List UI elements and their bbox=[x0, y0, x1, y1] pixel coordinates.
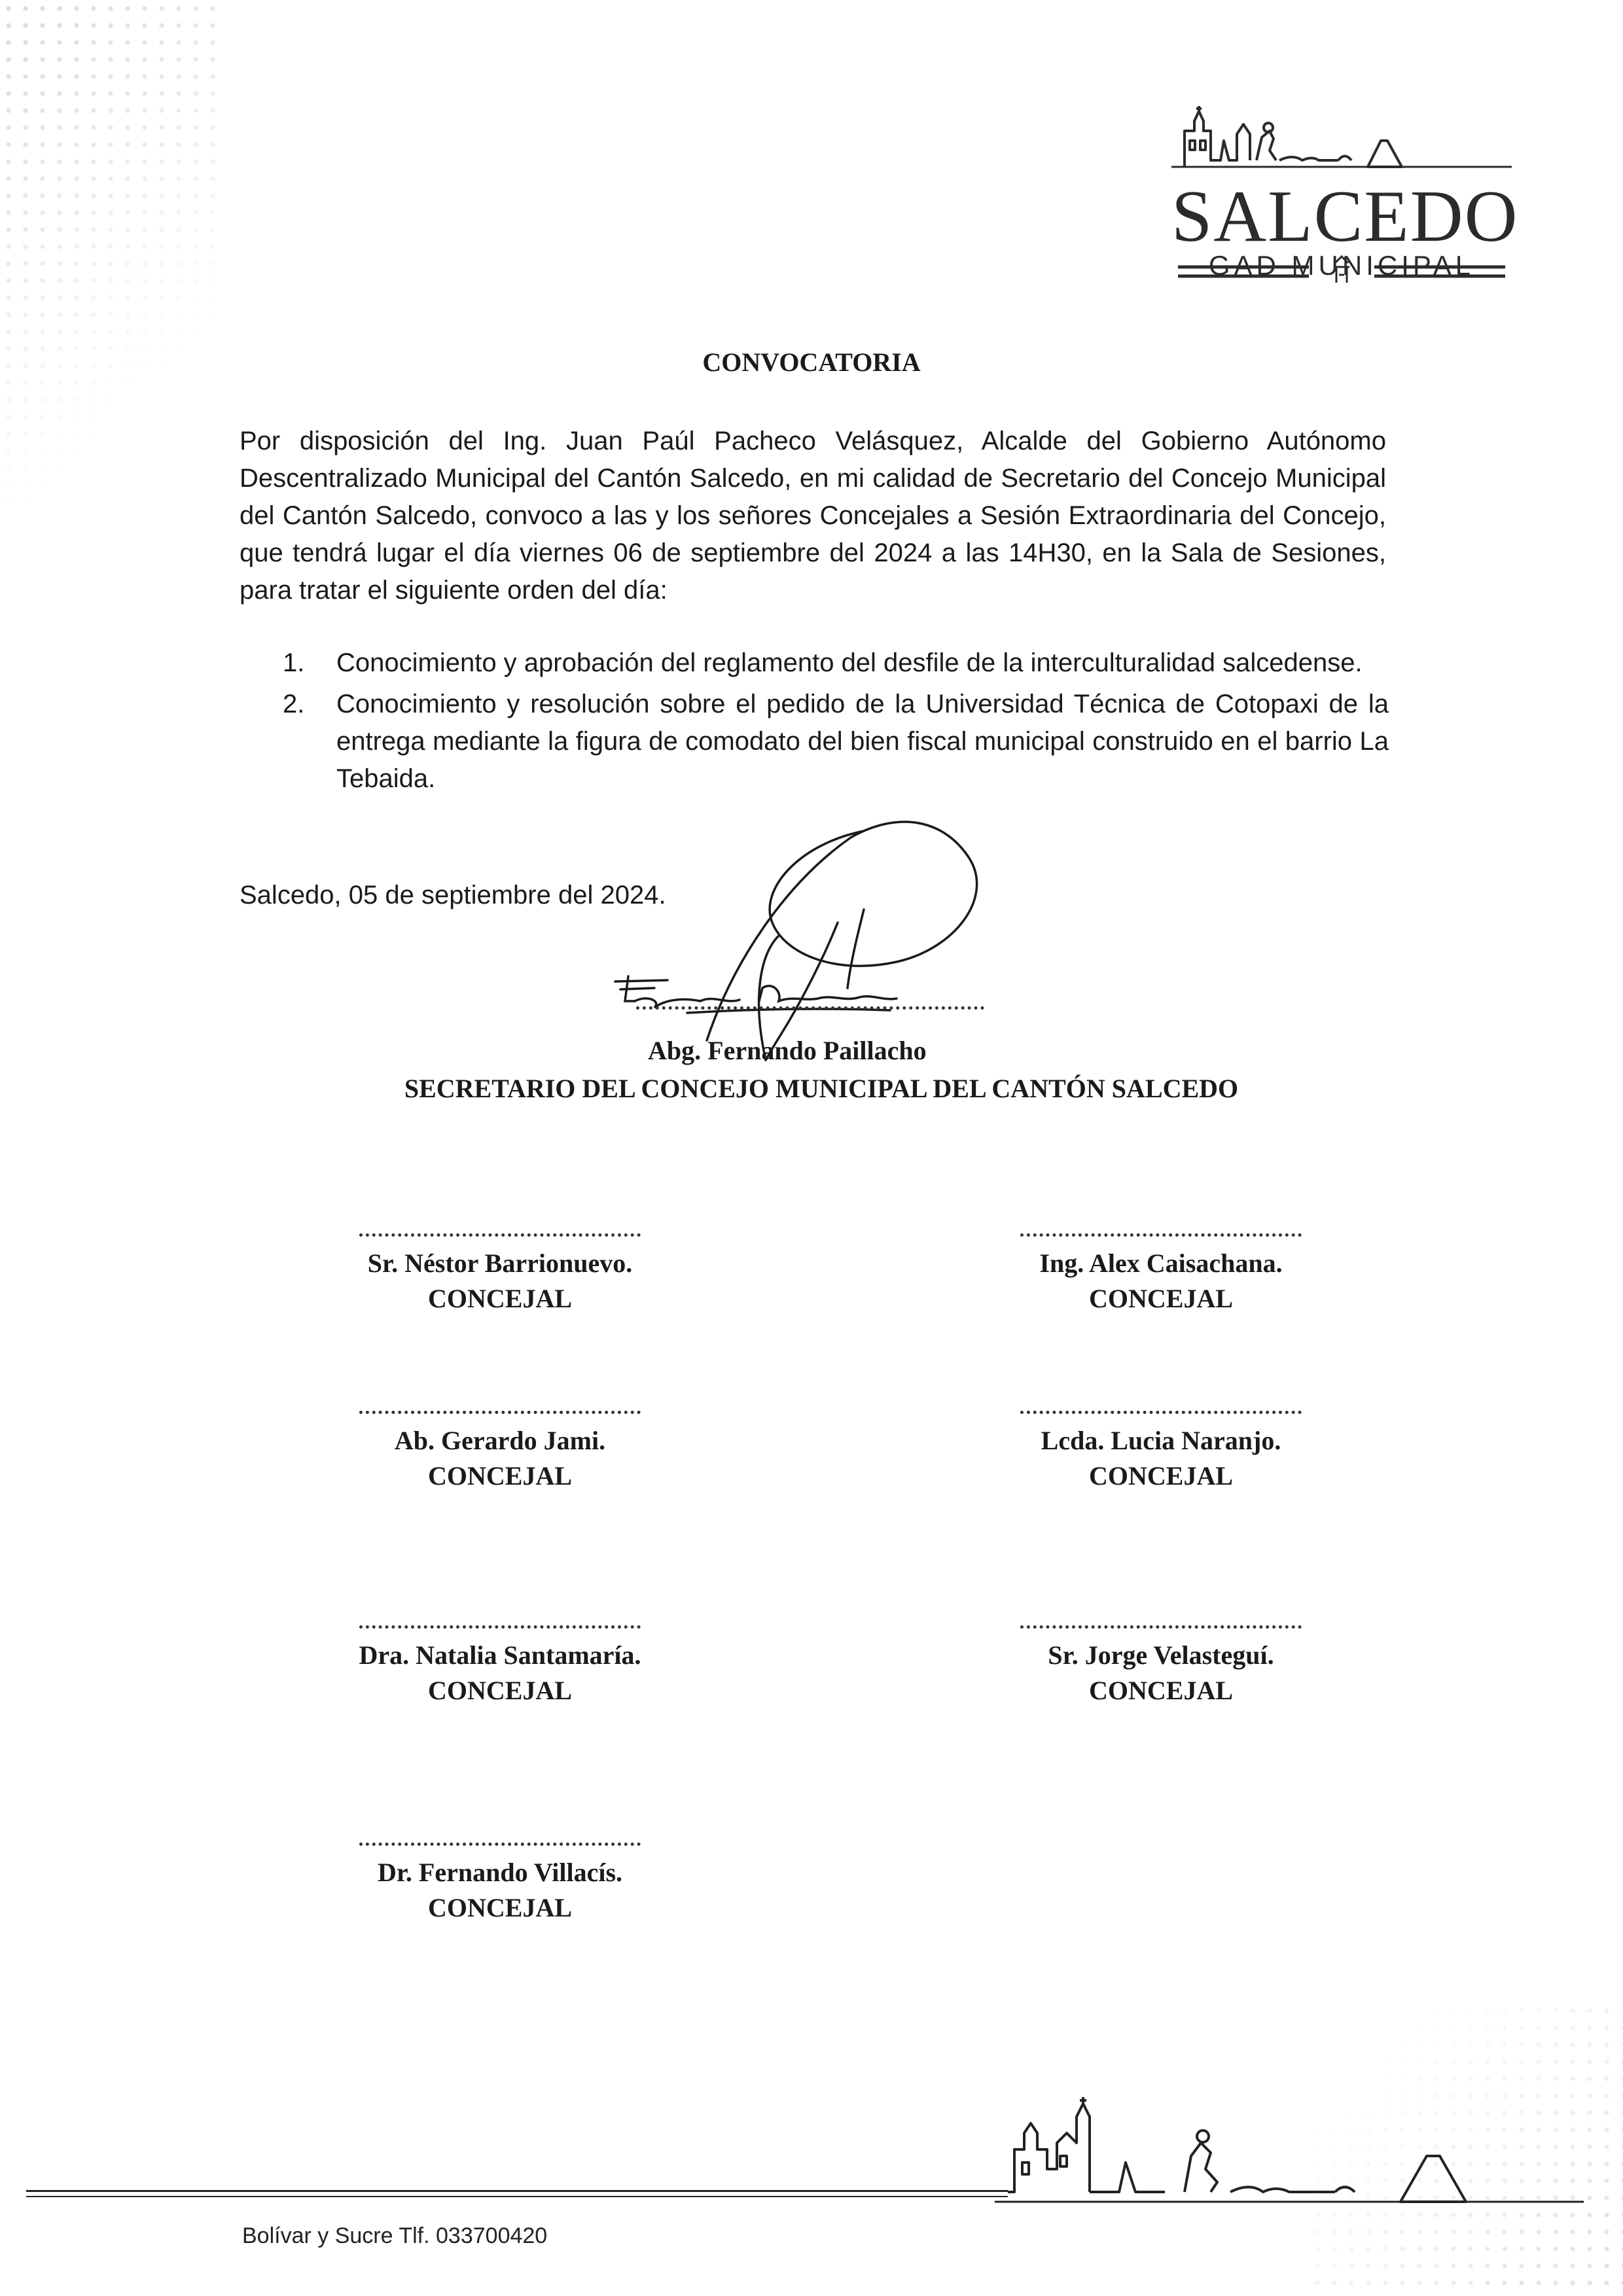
logo-subtitle: GAD MUNICIPAL bbox=[1208, 250, 1475, 281]
council-member-role: CONCEJAL bbox=[1088, 1461, 1234, 1491]
council-member-block bbox=[991, 1411, 1331, 1494]
council-member-role: CONCEJAL bbox=[427, 1461, 573, 1491]
signature-line bbox=[359, 1625, 641, 1629]
signer-title: SECRETARIO DEL CONCEJO MUNICIPAL DEL CANTÓN SALCEDO bbox=[404, 1074, 1239, 1103]
agenda-item bbox=[283, 686, 1389, 798]
council-member-block bbox=[991, 1625, 1331, 1708]
council-member-name: Sr. Jorge Velasteguí. bbox=[1048, 1640, 1274, 1670]
footer-rule bbox=[26, 2196, 1008, 2197]
council-member-role: CONCEJAL bbox=[427, 1284, 573, 1313]
council-member-name: Ing. Alex Caisachana. bbox=[1039, 1248, 1283, 1278]
agenda-item bbox=[283, 645, 1389, 682]
document-body: Por disposición del Ing. Juan Paúl Pacheco Velásquez, Alcalde del Gobierno Autónomo Descentralizado Municipal del Cantón Salcedo, en mi calidad de Secretario del Concejo Municipal del Cantón Salcedo, convoco a las y los señores Concejales a Sesión Extraordinaria del Concejo, que tendrá lugar el día viernes 06 de septiembre del 2024 a las 14H30, en la Sala de Sesiones, para tratar el siguiente orden del día: bbox=[240, 427, 1386, 605]
agenda-item-number: 1. bbox=[283, 648, 305, 677]
council-member-block bbox=[330, 1625, 670, 1708]
document-title: CONVOCATORIA bbox=[702, 347, 921, 377]
signature-line bbox=[359, 1233, 641, 1237]
council-member-role: CONCEJAL bbox=[1088, 1284, 1234, 1313]
council-member-role: CONCEJAL bbox=[427, 1893, 573, 1922]
agenda-list bbox=[283, 645, 1389, 802]
signature-line bbox=[1020, 1233, 1302, 1237]
council-member-name: Sr. Néstor Barrionuevo. bbox=[367, 1248, 633, 1278]
footer-rule bbox=[26, 2190, 1008, 2192]
logo-name: SALCEDO bbox=[1171, 176, 1519, 257]
agenda-item-text: Conocimiento y aprobación del reglamento del desfile de la interculturalidad salcedense. bbox=[336, 648, 1363, 677]
council-member-role: CONCEJAL bbox=[427, 1676, 573, 1705]
place-date: Salcedo, 05 de septiembre del 2024. bbox=[240, 881, 666, 910]
signature-line bbox=[1020, 1411, 1302, 1414]
council-member-role: CONCEJAL bbox=[1088, 1676, 1234, 1705]
signature-line bbox=[636, 1006, 984, 1010]
council-member-name: Dr. Fernando Villacís. bbox=[377, 1858, 623, 1887]
council-member-block bbox=[991, 1233, 1331, 1316]
agenda-item-text: Conocimiento y resolución sobre el pedido de la Universidad Técnica de Cotopaxi de la entrega mediante la figura de comodato del bien fiscal municipal construido en el barrio La Tebaida. bbox=[336, 690, 1389, 793]
footer-skyline-icon bbox=[995, 2071, 1584, 2221]
council-member-name: Lcda. Lucia Naranjo. bbox=[1041, 1426, 1281, 1455]
footer-address: Bolívar y Sucre Tlf. 033700420 bbox=[242, 2223, 548, 2248]
council-member-block bbox=[330, 1843, 670, 1926]
salcedo-logo bbox=[1171, 92, 1519, 327]
decorative-dot-pattern-top bbox=[0, 0, 216, 510]
council-member-name: Ab. Gerardo Jami. bbox=[394, 1426, 606, 1455]
agenda-item-number: 2. bbox=[283, 690, 305, 718]
council-member-block bbox=[330, 1411, 670, 1494]
signer-name: Abg. Fernando Paillacho bbox=[648, 1036, 927, 1065]
council-member-block bbox=[330, 1233, 670, 1316]
council-member-name: Dra. Natalia Santamaría. bbox=[359, 1640, 641, 1670]
signature-line bbox=[1020, 1625, 1302, 1629]
signature-line bbox=[359, 1411, 641, 1414]
signature-line bbox=[359, 1843, 641, 1846]
